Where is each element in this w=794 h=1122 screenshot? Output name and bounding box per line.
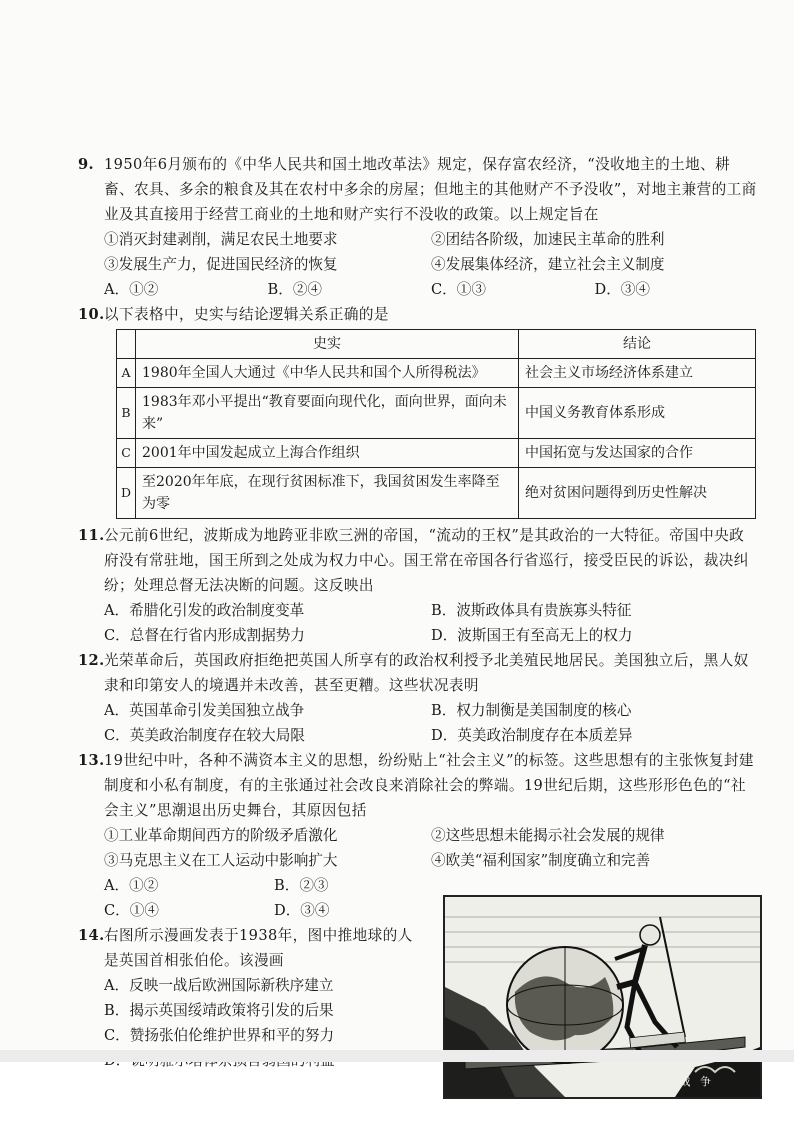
row-option-label: C: [117, 439, 136, 468]
question-10-text: 以下表格中，史实与结论逻辑关系正确的是: [104, 306, 389, 323]
question-14-text: 右图所示漫画发表于1938年，图中推地球的人是英国首相张伯伦。该漫画: [104, 927, 413, 969]
table-header-blank: [117, 330, 136, 359]
q9-option-d[interactable]: D．③④: [594, 281, 650, 298]
row-conclusion: 中国拓宽与发达国家的合作: [519, 439, 756, 468]
question-13-number: 13.: [78, 752, 105, 769]
question-9-text: 1950年6月颁布的《中华人民共和国土地改革法》规定，保存富农经济，“没收地主的土地、耕畜、农具、多余的粮食及其在农村中多余的房屋；但地主的其他财产不予没收”，对地主兼营的工商业及其直接用于经营工商业的土地和财产实行不没收的政策。以上规定旨在: [104, 156, 757, 223]
row-conclusion: 社会主义市场经济体系建立: [519, 359, 756, 388]
chamberlain-cartoon-image: [443, 895, 762, 1099]
row-option-label: D: [117, 468, 136, 519]
q14-option-b[interactable]: B．揭示英国绥靖政策将引发的后果: [104, 1002, 334, 1019]
question-14-stem: [78, 923, 418, 973]
q9-option-b[interactable]: B．②④: [267, 281, 323, 298]
row-conclusion: 中国义务教育体系形成: [519, 388, 756, 439]
row-fact: 1980年全国人大通过《中华人民共和国个人所得税法》: [136, 359, 519, 388]
q12-option-d[interactable]: D．英美政治制度存在本质差异: [431, 727, 633, 744]
row-option-label: A: [117, 359, 136, 388]
q11-option-b[interactable]: B．波斯政体具有贵族寡头特征: [431, 602, 632, 619]
table-row[interactable]: [117, 388, 756, 439]
q12-option-c[interactable]: C．英美政治制度存在较大局限: [104, 727, 305, 744]
question-10-table: [116, 329, 756, 519]
question-10-stem: [78, 302, 758, 327]
table-header-conclusion: 结论: [519, 330, 756, 359]
cartoon-caption: 战 争: [679, 1075, 714, 1088]
question-11-number: 11.: [78, 527, 105, 544]
row-fact: 1983年邓小平提出“教育要面向现代化，面向世界，面向未来”: [136, 388, 519, 439]
row-fact: 至2020年年底，在现行贫困标准下，我国贫困发生率降至为零: [136, 468, 519, 519]
q13-item-4: ④欧美“福利国家”制度确立和完善: [431, 852, 651, 869]
question-12-text: 光荣革命后，英国政府拒绝把英国人所享有的政治权利授予北美殖民地居民。美国独立后，黑人奴隶和印第安人的境遇并未改善，甚至更糟。这些状况表明: [104, 652, 749, 694]
q13-option-b[interactable]: B．②③: [274, 877, 329, 894]
q9-item-4: ④发展集体经济，建立社会主义制度: [431, 256, 665, 273]
question-10: [78, 302, 758, 519]
q12-option-b[interactable]: B．权力制衡是美国制度的核心: [431, 702, 632, 719]
question-12-number: 12.: [78, 652, 105, 669]
cartoon-illustration: [445, 897, 760, 1097]
q14-option-a[interactable]: A．反映一战后欧洲国际新秩序建立: [104, 977, 334, 994]
row-option-label: B: [117, 388, 136, 439]
q11-option-a[interactable]: A．希腊化引发的政治制度变革: [104, 602, 305, 619]
q12-option-a[interactable]: A．英国革命引发美国独立战争: [104, 702, 305, 719]
q13-item-3: ③马克思主义在工人运动中影响扩大: [104, 852, 338, 869]
table-row[interactable]: [117, 439, 756, 468]
q13-item-2: ②这些思想未能揭示社会发展的规律: [431, 827, 665, 844]
question-11: [78, 523, 758, 648]
question-9-stem: [78, 152, 758, 227]
q13-option-c[interactable]: C．①④: [104, 902, 159, 919]
table-header-fact: 史实: [136, 330, 519, 359]
row-fact: 2001年中国发起成立上海合作组织: [136, 439, 519, 468]
q9-item-3: ③发展生产力，促进国民经济的恢复: [104, 256, 338, 273]
q13-item-1: ①工业革命期间西方的阶级矛盾激化: [104, 827, 338, 844]
page-bottom-strip: [0, 1050, 794, 1062]
table-row[interactable]: [117, 468, 756, 519]
q9-item-2: ②团结各阶级，加速民主革命的胜利: [431, 231, 665, 248]
question-11-stem: [78, 523, 758, 598]
question-14-number: 14.: [78, 927, 105, 944]
question-11-text: 公元前6世纪，波斯成为地跨亚非欧三洲的帝国，“流动的王权”是其政治的一大特征。帝国中央政府没有常驻地，国王所到之处成为权力中心。国王常在帝国各行省巡行，接受臣民的诉讼，裁决纠纷；处理总督无法决断的问题。这反映出: [104, 527, 749, 594]
q11-option-c[interactable]: C．总督在行省内形成割据势力: [104, 627, 305, 644]
table-row[interactable]: [117, 359, 756, 388]
q11-option-d[interactable]: D．波斯国王有至高无上的权力: [431, 627, 633, 644]
question-13-stem: [78, 748, 758, 823]
question-9: [78, 152, 758, 302]
question-12-stem: [78, 648, 758, 698]
question-list: [78, 152, 758, 1088]
question-10-number: 10.: [78, 306, 105, 323]
question-13-text: 19世纪中叶，各种不满资本主义的思想，纷纷贴上“社会主义”的标签。这些思想有的主张恢复封建制度和小私有制度，有的主张通过社会改良来消除社会的弊端。19世纪后期，这些形形色色的“社会主义”思潮退出历史舞台，其原因包括: [104, 752, 754, 819]
question-9-number: 9.: [78, 156, 95, 173]
table-header-row: [117, 330, 756, 359]
q13-option-a[interactable]: A．①②: [104, 877, 159, 894]
row-conclusion: 绝对贫困问题得到历史性解决: [519, 468, 756, 519]
q13-option-d[interactable]: D．③④: [274, 902, 330, 919]
q9-option-a[interactable]: A．①②: [104, 281, 159, 298]
q9-option-c[interactable]: C．①③: [431, 281, 486, 298]
q14-option-c[interactable]: C．赞扬张伯伦维护世界和平的努力: [104, 1027, 335, 1044]
q9-item-1: ①消灭封建剥削，满足农民土地要求: [104, 231, 338, 248]
question-12: [78, 648, 758, 748]
